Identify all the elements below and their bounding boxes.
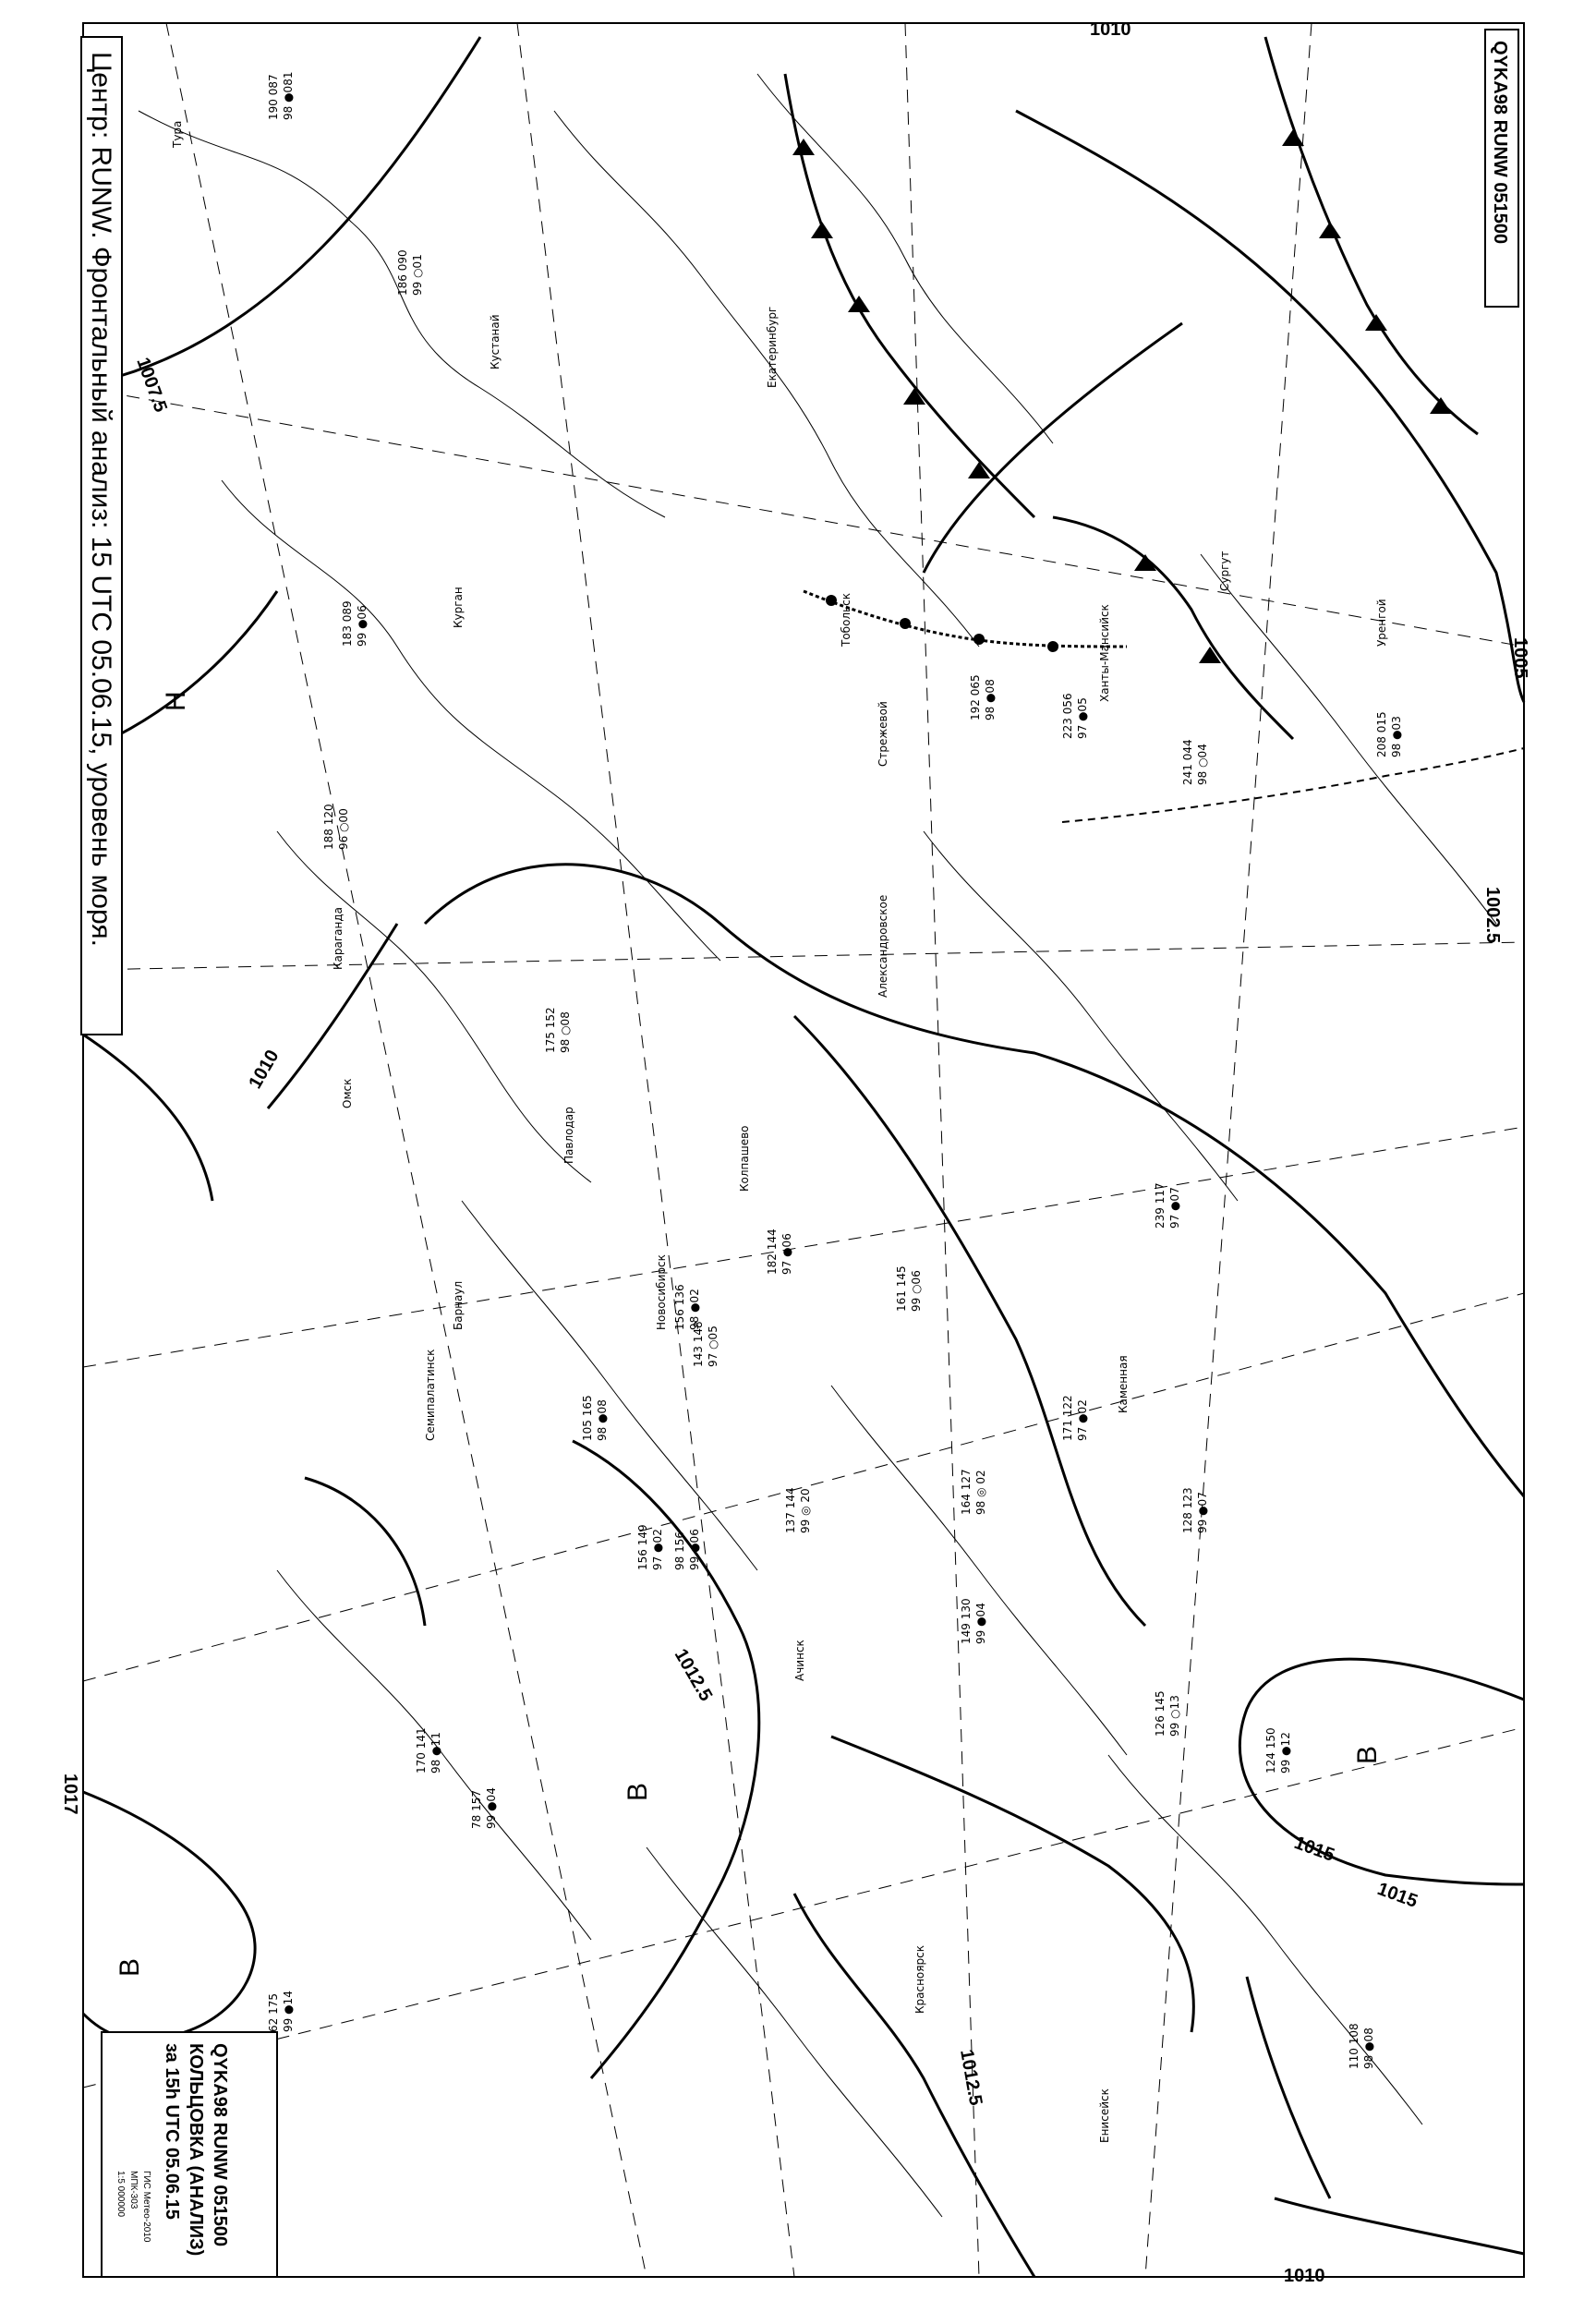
isobar-label: 1012.5	[670, 1645, 717, 1705]
city-label: Красноярск	[913, 1945, 926, 2014]
station-plot: 99 ○01	[411, 254, 424, 296]
city-label: Курган	[452, 587, 465, 628]
station-plot: 99 ○13	[1168, 1695, 1181, 1737]
station-plot: 192 065	[969, 674, 982, 720]
city-label: Стрежевой	[877, 701, 889, 767]
isobar-labels	[60, 19, 1530, 2286]
city-label: Семипалатинск	[424, 1349, 437, 1441]
station-plot: 241 044	[1181, 739, 1194, 785]
station-plot: 78 157	[470, 1790, 483, 1829]
station-plot: 97 ●02	[651, 1529, 664, 1570]
station-plot: 97 ●06	[780, 1233, 793, 1275]
station-plot: 99 ●06	[356, 605, 369, 647]
high-pressure-center: В	[623, 1782, 653, 1801]
station-plot: 149 130	[960, 1598, 973, 1644]
station-plot: 99 ◎ 20	[799, 1488, 812, 1533]
station-plot: 99 ●04	[485, 1787, 498, 1829]
isobar-label: 1005	[1510, 637, 1530, 679]
station-plots	[267, 72, 1403, 2069]
map-title: Центр: RUNW. Фронтальный анализ: 15 UTC 05.06.15, уровень моря.	[86, 52, 116, 947]
station-plot: 98 ●08	[984, 679, 997, 720]
info-scale: 1:5 000000	[115, 2171, 126, 2218]
city-label: Екатеринбург	[766, 306, 779, 388]
station-plot: 98 ◎ 02	[974, 1470, 987, 1515]
station-plot: 128 123	[1181, 1487, 1194, 1533]
isobar-label: 1015	[1374, 1879, 1421, 1912]
header-code: QYKA98 RUNW 051500	[1490, 41, 1510, 245]
isobar-label: 1007.5	[132, 355, 171, 416]
station-plot: 105 165	[581, 1395, 594, 1441]
station-plot: 98 ○04	[1196, 744, 1209, 785]
city-label: Караганда	[332, 907, 345, 970]
station-plot: 97 ●02	[1076, 1399, 1089, 1441]
high-pressure-center: В	[115, 1957, 145, 1977]
isobar-label: 1010	[1284, 2266, 1325, 2286]
station-plot: 99 ●06	[688, 1529, 701, 1570]
station-plot: 97 ●05	[1076, 697, 1089, 739]
low-pressure-center: Н	[161, 691, 191, 711]
station-plot: 156 149	[636, 1524, 649, 1570]
city-label: Тура	[171, 120, 184, 148]
isobar-label: 1002.5	[1482, 887, 1503, 944]
station-plot: 161 145	[895, 1265, 908, 1312]
city-label: Ачинск	[793, 1640, 806, 1681]
station-plot: 183 089	[341, 600, 354, 647]
station-plot: 98 ●081	[282, 71, 295, 120]
map-title-box	[81, 37, 122, 1035]
isobar-label: 1012.5	[956, 2048, 986, 2108]
city-label: Ханты-Мансийск	[1098, 604, 1111, 702]
station-plot: 98 ○08	[559, 1011, 572, 1053]
city-label: Сургут	[1218, 551, 1231, 591]
city-label: Енисейск	[1098, 2088, 1111, 2143]
station-plot: 186 090	[396, 249, 409, 296]
station-plot: 98 ●08	[596, 1399, 609, 1441]
station-plot: 96 ○00	[337, 808, 350, 850]
station-plot: 62 175	[267, 1993, 280, 2032]
map-frame	[83, 23, 1524, 2277]
city-label: Кустанай	[489, 314, 502, 369]
city-label: Александровское	[877, 894, 889, 998]
station-plot: 99 ○06	[910, 1270, 923, 1312]
city-label: Каменная	[1117, 1355, 1130, 1413]
station-plot: 171 122	[1061, 1395, 1074, 1441]
isobar-label: 1015	[1291, 1833, 1337, 1866]
station-plot: 137 144	[784, 1487, 797, 1533]
station-plot: 99 ●04	[974, 1603, 987, 1644]
isobar-label: 1010	[1090, 19, 1131, 40]
city-label: Барнаул	[452, 1280, 465, 1330]
info-box	[102, 2032, 277, 2277]
pressure-centers	[115, 691, 1383, 1977]
geography-lines	[139, 71, 1496, 2217]
station-plot: 223 056	[1061, 693, 1074, 739]
station-plot: 239 117	[1154, 1182, 1167, 1229]
info-time: за 15h UTC 05.06.15	[162, 2043, 182, 2220]
info-software: ГИС Метео-2010	[141, 2171, 151, 2243]
header-code-box	[1485, 30, 1518, 307]
isobar-label: 1010	[245, 1046, 284, 1093]
city-label: Тобольск	[840, 592, 852, 647]
info-name: КОЛЬЦОВКА (АНАЛИЗ)	[186, 2043, 206, 2257]
info-projection: МПК-303	[128, 2171, 139, 2209]
city-label: Омск	[341, 1078, 354, 1108]
station-plot: 126 145	[1154, 1690, 1167, 1737]
station-plot: 175 152	[544, 1007, 557, 1053]
station-plot: 208 015	[1375, 711, 1388, 757]
isobar-label: 1017	[60, 1773, 80, 1815]
station-plot: 98 ●11	[429, 1732, 442, 1773]
station-plot: 98 ●03	[1390, 716, 1403, 757]
warm-front	[804, 591, 1524, 822]
isobars	[83, 37, 1524, 2277]
station-plot: 190 087	[267, 74, 280, 120]
station-plot: 110 108	[1348, 2023, 1360, 2069]
station-plot: 182 144	[766, 1229, 779, 1275]
station-plot: 164 127	[960, 1469, 973, 1515]
city-label: Колпашево	[738, 1125, 751, 1192]
station-plot: 170 141	[415, 1727, 428, 1773]
station-plot: 156 136	[673, 1284, 686, 1330]
high-pressure-center: В	[1352, 1745, 1383, 1764]
station-plot: 98 156	[673, 1531, 686, 1570]
info-code: QYKA98 RUNW 051500	[210, 2043, 230, 2247]
station-plot: 98 ●08	[1362, 2028, 1375, 2069]
city-label: Павлодар	[562, 1107, 575, 1164]
city-label: Новосибирск	[655, 1254, 668, 1330]
station-plot: 99 ●12	[1279, 1732, 1292, 1773]
station-plot: 188 120	[322, 804, 335, 850]
station-plot: 124 150	[1264, 1727, 1277, 1773]
station-plot: 98 ●02	[688, 1289, 701, 1330]
graticule	[83, 23, 1524, 2277]
station-plot: 97 ○05	[707, 1326, 719, 1367]
station-plot: 99 ●07	[1196, 1492, 1209, 1533]
city-label: Уренгой	[1375, 599, 1388, 647]
station-plot: 97 ●07	[1168, 1187, 1181, 1229]
station-plot: 143 148	[692, 1321, 705, 1367]
station-plot: 99 ●14	[282, 1991, 295, 2032]
